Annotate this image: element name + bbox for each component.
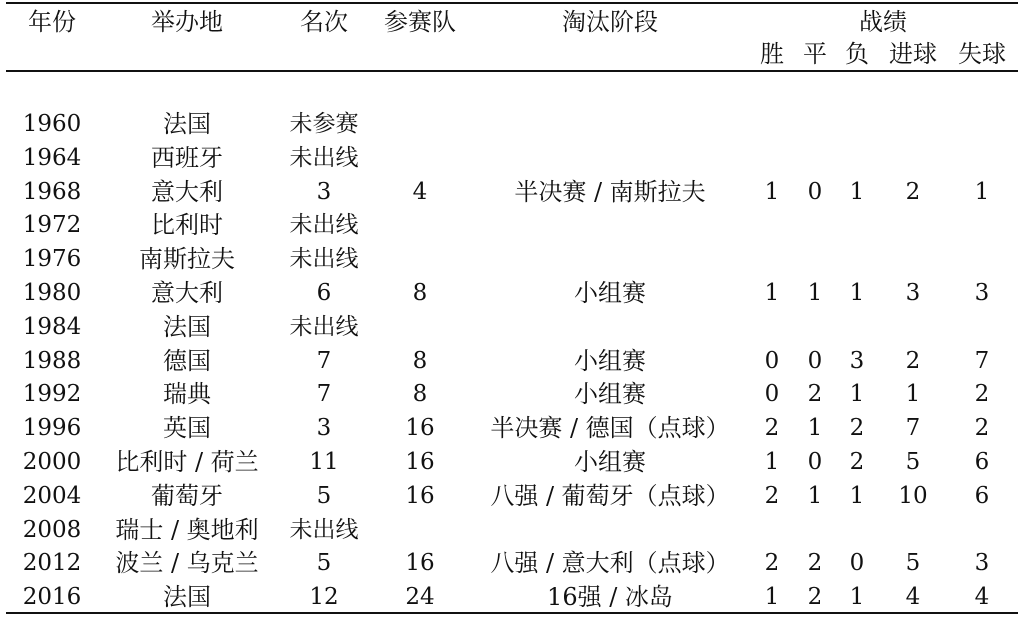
- cell-host: 法国: [163, 312, 211, 341]
- cell-year: 1992: [22, 381, 82, 408]
- header-record: 战绩: [859, 8, 907, 36]
- table-row: [0, 178, 1024, 206]
- cell-losses: 1: [849, 280, 865, 306]
- cell-host: 法国: [163, 110, 211, 138]
- cell-host: 意大利: [151, 177, 223, 206]
- header-goals-against: 失球: [958, 40, 1006, 68]
- header-host: 举办地: [151, 8, 223, 36]
- cell-rank: 3: [316, 178, 332, 205]
- cell-rank: 12: [309, 584, 339, 611]
- cell-year: 1984: [22, 313, 82, 340]
- cell-losses: 1: [849, 381, 865, 408]
- cell-rank: 未出线: [289, 144, 359, 171]
- cell-wins: 1: [764, 280, 780, 306]
- cell-goals-against: 2: [974, 415, 990, 442]
- cell-draws: 2: [807, 584, 823, 611]
- cell-wins: 2: [764, 482, 780, 509]
- cell-teams: 4: [412, 178, 428, 205]
- table-row: [0, 347, 1024, 375]
- table-row: [0, 414, 1024, 442]
- cell-losses: 1: [849, 178, 865, 205]
- cell-stage: 半决赛 / 德国（点球）: [490, 414, 730, 443]
- header-year: 年份: [28, 8, 76, 36]
- cell-year: 1988: [22, 347, 82, 374]
- cell-year: 2012: [22, 550, 82, 577]
- cell-rank: 未参赛: [289, 111, 359, 137]
- table-row: [0, 549, 1024, 577]
- cell-goals-for: 7: [905, 415, 921, 442]
- cell-goals-against: 2: [974, 381, 990, 408]
- header-rank: 名次: [300, 8, 348, 36]
- cell-year: 1980: [22, 280, 82, 306]
- cell-teams: 16: [405, 482, 435, 509]
- cell-losses: 0: [849, 550, 865, 577]
- table-row: [0, 313, 1024, 341]
- table-row: [0, 482, 1024, 510]
- cell-host: 法国: [163, 583, 211, 612]
- table-row: [0, 448, 1024, 476]
- cell-stage: 小组赛: [574, 346, 646, 375]
- cell-goals-against: 3: [974, 550, 990, 577]
- cell-teams: 16: [405, 415, 435, 442]
- cell-goals-for: 10: [898, 482, 928, 509]
- cell-host: 德国: [163, 346, 211, 375]
- table-row: [0, 279, 1024, 307]
- table-row: [0, 245, 1024, 273]
- cell-draws: 0: [807, 449, 823, 475]
- cell-rank: 未出线: [289, 516, 359, 543]
- cell-wins: 1: [764, 449, 780, 475]
- cell-year: 2004: [22, 482, 82, 509]
- cell-host: 意大利: [151, 279, 223, 307]
- cell-year: 2016: [22, 584, 82, 611]
- cell-rank: 11: [309, 449, 339, 475]
- cell-rank: 未出线: [289, 212, 359, 239]
- cell-wins: 2: [764, 550, 780, 577]
- cell-host: 瑞典: [163, 380, 211, 409]
- cell-goals-against: 6: [974, 482, 990, 509]
- cell-host: 比利时 / 荷兰: [115, 448, 259, 476]
- cell-host: 比利时: [151, 211, 223, 240]
- cell-stage: 小组赛: [574, 448, 646, 476]
- cell-host: 英国: [163, 414, 211, 443]
- cell-wins: 1: [764, 584, 780, 611]
- header-goals-for: 进球: [889, 40, 937, 68]
- cell-stage: 小组赛: [574, 279, 646, 307]
- cell-losses: 2: [849, 415, 865, 442]
- cell-draws: 0: [807, 178, 823, 205]
- table-header-rule: [6, 70, 1018, 72]
- cell-stage: 小组赛: [574, 380, 646, 409]
- cell-year: 1996: [22, 415, 82, 442]
- cell-losses: 1: [849, 482, 865, 509]
- cell-goals-for: 5: [905, 449, 921, 475]
- cell-stage: 16强 / 冰岛: [547, 583, 673, 612]
- cell-year: 1960: [22, 111, 82, 137]
- cell-goals-against: 3: [974, 280, 990, 306]
- table-row: [0, 516, 1024, 544]
- cell-year: 1972: [22, 212, 82, 239]
- cell-goals-for: 2: [905, 178, 921, 205]
- cell-rank: 未出线: [289, 313, 359, 340]
- cell-goals-for: 1: [905, 381, 921, 408]
- cell-draws: 1: [807, 280, 823, 306]
- cell-losses: 1: [849, 584, 865, 611]
- cell-host: 西班牙: [151, 143, 223, 172]
- header-teams: 参赛队: [384, 8, 456, 36]
- cell-goals-against: 4: [974, 584, 990, 611]
- table-row: [0, 110, 1024, 138]
- cell-host: 波兰 / 乌克兰: [115, 549, 259, 578]
- cell-year: 1968: [22, 178, 82, 205]
- cell-teams: 16: [405, 449, 435, 475]
- cell-wins: 2: [764, 415, 780, 442]
- cell-goals-against: 1: [974, 178, 990, 205]
- cell-losses: 3: [849, 347, 865, 374]
- header-draws: 平: [803, 40, 827, 68]
- cell-wins: 1: [764, 178, 780, 205]
- cell-host: 葡萄牙: [151, 481, 223, 510]
- cell-rank: 3: [316, 415, 332, 442]
- cell-year: 1964: [22, 144, 82, 171]
- table-top-rule: [6, 2, 1018, 4]
- cell-wins: 0: [764, 381, 780, 408]
- cell-rank: 未出线: [289, 246, 359, 273]
- cell-teams: 16: [405, 550, 435, 577]
- cell-draws: 2: [807, 381, 823, 408]
- header-losses: 负: [845, 40, 869, 68]
- cell-wins: 0: [764, 347, 780, 374]
- cell-host: 瑞士 / 奥地利: [115, 515, 259, 544]
- header-wins: 胜: [760, 40, 784, 68]
- header-stage: 淘汰阶段: [562, 8, 658, 36]
- cell-goals-for: 5: [905, 550, 921, 577]
- cell-goals-against: 6: [974, 449, 990, 475]
- table-bottom-rule: [6, 612, 1018, 614]
- cell-teams: 8: [412, 280, 428, 306]
- cell-rank: 7: [316, 347, 332, 374]
- cell-draws: 1: [807, 415, 823, 442]
- cell-losses: 2: [849, 449, 865, 475]
- cell-rank: 5: [316, 482, 332, 509]
- cell-rank: 5: [316, 550, 332, 577]
- cell-goals-against: 7: [974, 347, 990, 374]
- cell-teams: 8: [412, 381, 428, 408]
- cell-draws: 1: [807, 482, 823, 509]
- cell-teams: 24: [405, 584, 435, 611]
- cell-stage: 八强 / 意大利（点球）: [490, 549, 730, 578]
- cell-year: 2000: [22, 449, 82, 475]
- cell-teams: 8: [412, 347, 428, 374]
- cell-draws: 2: [807, 550, 823, 577]
- cell-rank: 6: [316, 280, 332, 306]
- cell-stage: 八强 / 葡萄牙（点球）: [490, 481, 730, 510]
- cell-year: 2008: [22, 516, 82, 543]
- cell-goals-for: 3: [905, 280, 921, 306]
- cell-goals-for: 2: [905, 347, 921, 374]
- table-row: [0, 380, 1024, 408]
- cell-year: 1976: [22, 246, 82, 273]
- table-row: [0, 144, 1024, 172]
- table-row: [0, 583, 1024, 611]
- cell-goals-for: 4: [905, 584, 921, 611]
- table-row: [0, 211, 1024, 239]
- cell-rank: 7: [316, 381, 332, 408]
- cell-stage: 半决赛 / 南斯拉夫: [514, 177, 706, 206]
- cell-draws: 0: [807, 347, 823, 374]
- cell-host: 南斯拉夫: [139, 245, 235, 274]
